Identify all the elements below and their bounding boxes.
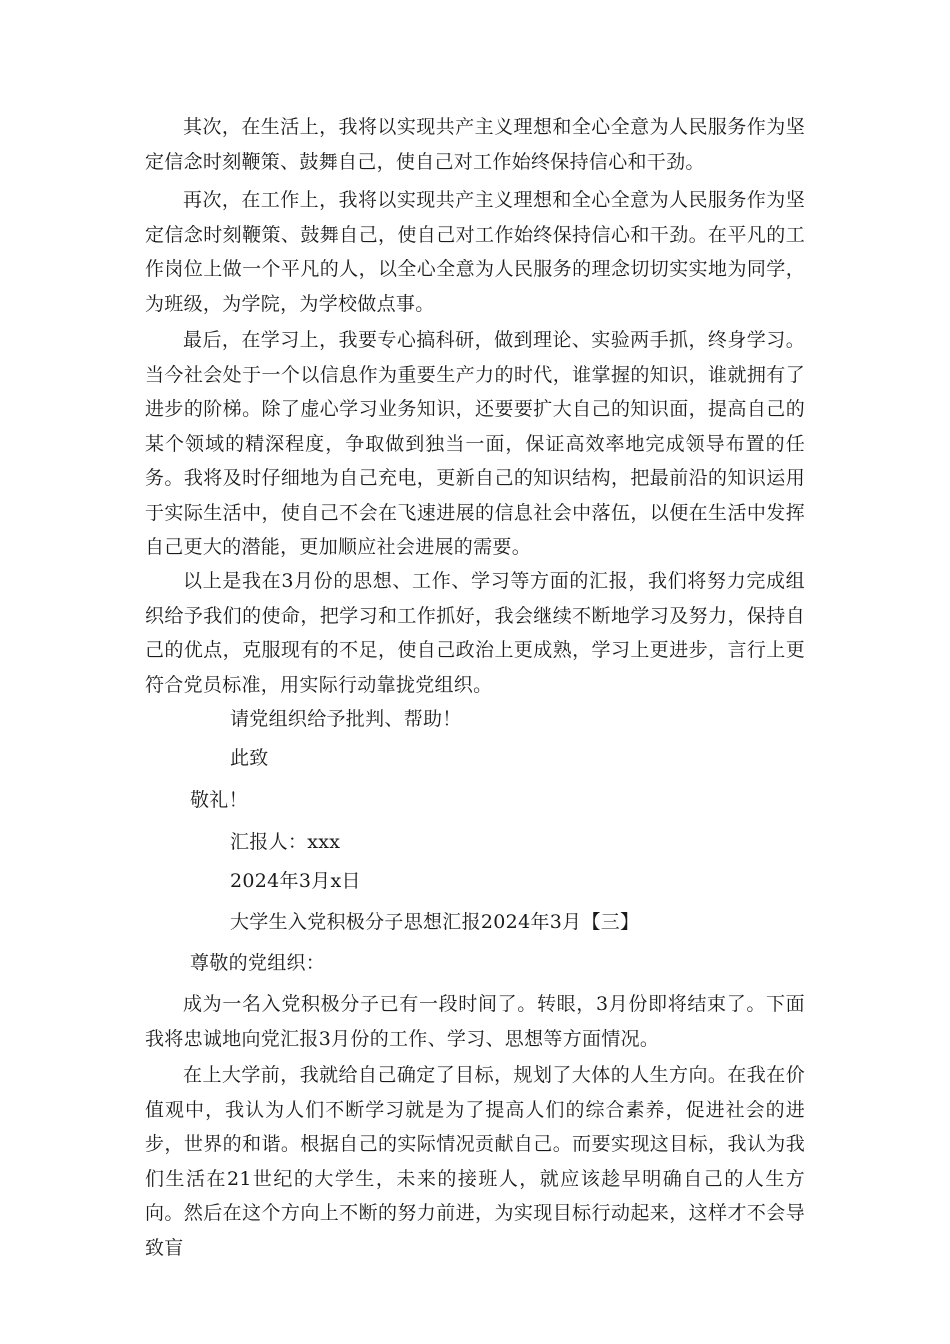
paragraph-summary: 以上是我在3月份的思想、工作、学习等方面的汇报，我们将努力完成组织给予我们的使命，把学习和工作抓好，我会继续不断地学习及努力，保持自己的优点，克服现有的不足，使自己政治上更成熟，学习上更进步，言行上更符合党员标准，用实际行动靠拢党组织。 [145, 570, 805, 696]
paragraph-goals: 在上大学前，我就给自己确定了目标，规划了大体的人生方向。在我在价值观中，我认为人们不断学习就是为了提高人们的综合素养，促进社会的进步，世界的和谐。根据自己的实际情况贡献自己。而要实现这目标，我认为我们生活在21世纪的大学生，未来的接班人，就应该趁早明确自己的人生方向。然后在这个方向上不断的努力前进，为实现目标行动起来，这样才不会导致盲 [145, 1064, 805, 1259]
paragraph-study: 最后，在学习上，我要专心搞科研，做到理论、实验两手抓，终身学习。当今社会处于一个以信息作为重要生产力的时代，谁掌握的知识，谁就拥有了进步的阶梯。除了虚心学习业务知识，还要要扩大自己的知识面，提高自己的某个领域的精深程度，争取做到独当一面，保证高效率地完成领导布置的任务。我将及时仔细地为自己充电，更新自己的知识结构，把最前沿的知识运用于实际生活中，使自己不会在飞速进展的信息社会中落伍，以便在生活中发挥自己更大的潜能，更加顺应社会进展的需要。 [145, 329, 805, 558]
salutation-line: 尊敬的党组织： [190, 952, 326, 974]
date-line: 2024年3月x日 [230, 870, 361, 892]
paragraph-life: 其次，在生活上，我将以实现共产主义理想和全心全意为人民服务作为坚定信念时刻鞭策、鼓舞自己，使自己对工作始终保持信心和干劲。 [145, 116, 805, 173]
paragraph-work: 再次，在工作上，我将以实现共产主义理想和全心全意为人民服务作为坚定信念时刻鞭策、鼓舞自己，使自己对工作始终保持信心和干劲。在平凡的工作岗位上做一个平凡的人，以全心全意为人民服务的理念切切实实地为同学，为班级，为学院，为学校做点事。 [145, 189, 805, 315]
jingli-line: 敬礼！ [190, 789, 248, 811]
request-line: 请党组织给予批判、帮助！ [230, 708, 462, 730]
paragraph-intro: 成为一名入党积极分子已有一段时间了。转眼，3月份即将结束了。下面我将忠诚地向党汇报3月份的工作、学习、思想等方面情况。 [145, 993, 805, 1050]
section-title: 大学生入党积极分子思想汇报2024年3月【三】 [230, 911, 640, 933]
cizhi-line: 此致 [230, 747, 269, 769]
reporter-line: 汇报人：xxx [230, 831, 341, 853]
